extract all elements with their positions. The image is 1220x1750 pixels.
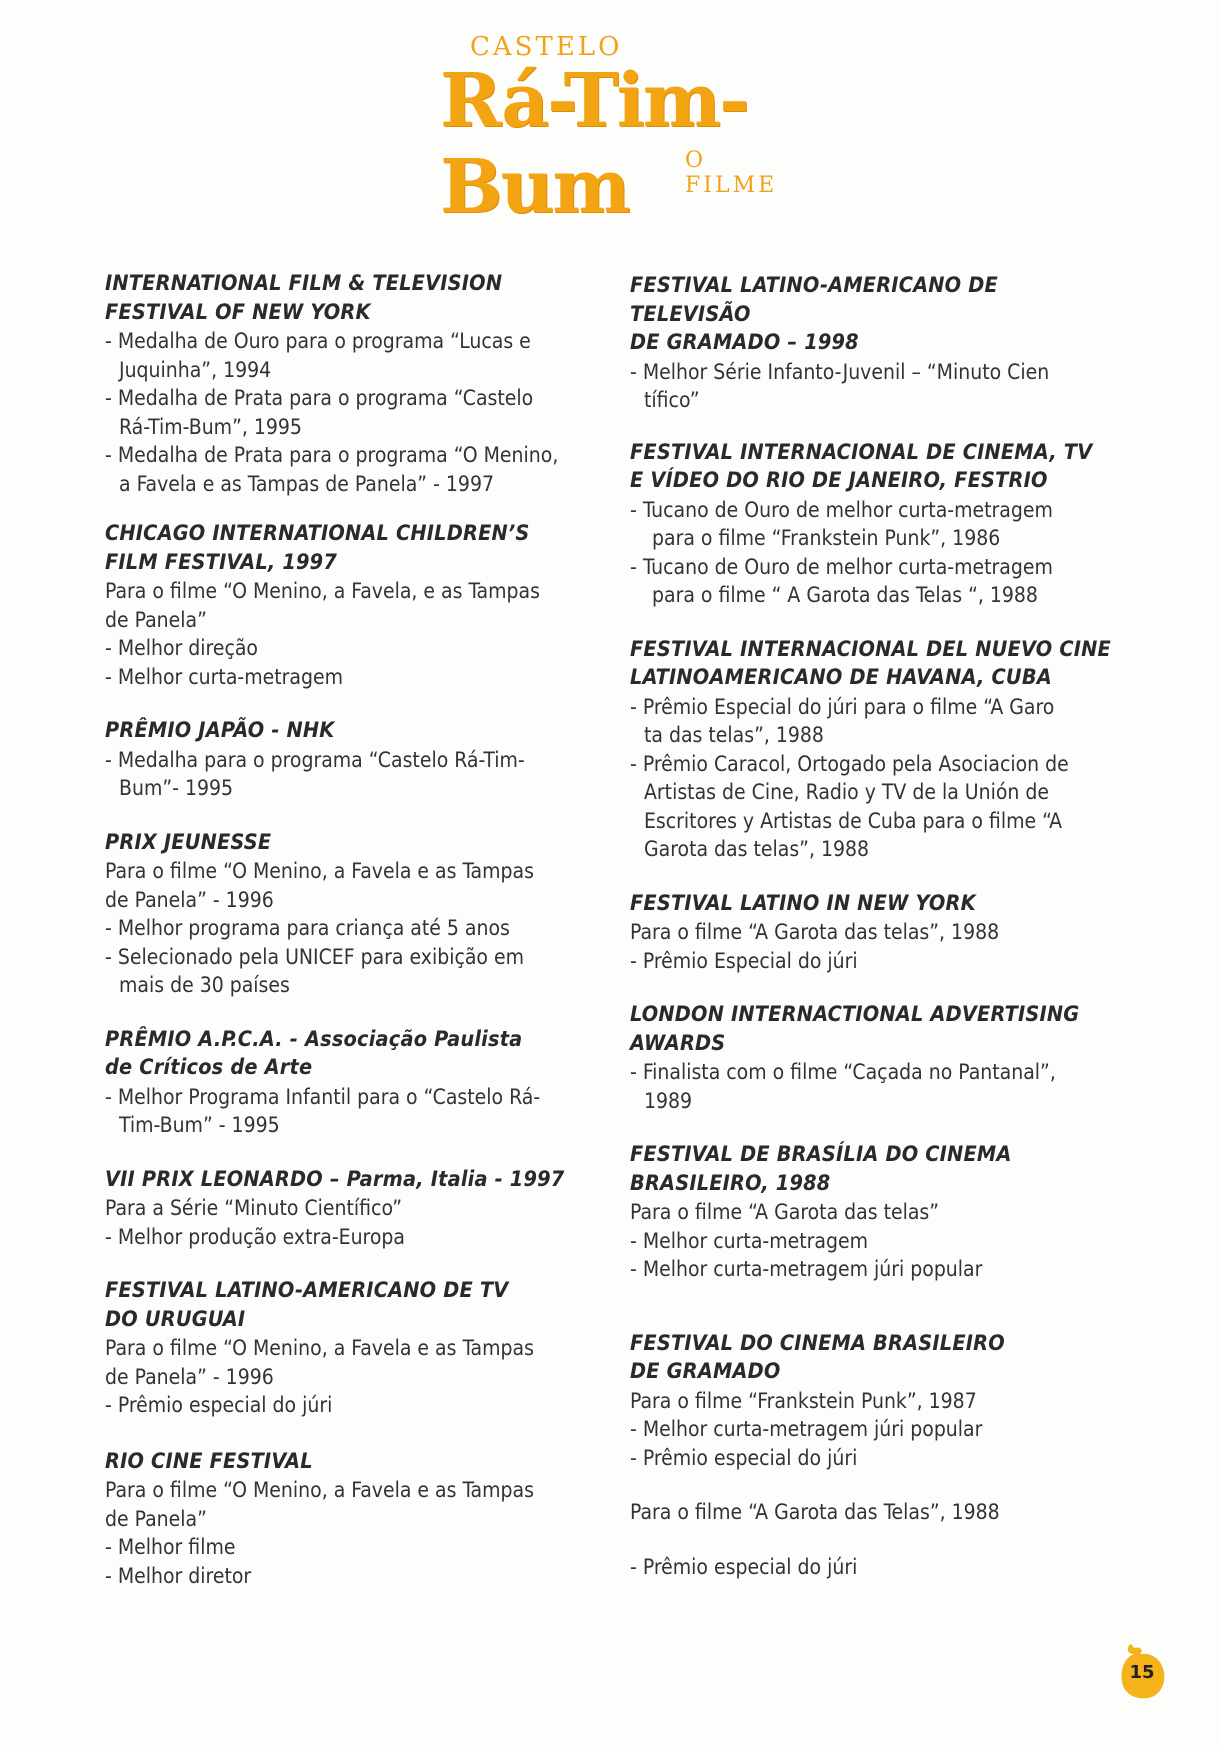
award-title: FESTIVAL INTERNACIONAL DE CINEMA, TV [630, 439, 1093, 465]
right-column [630, 272, 1120, 1581]
award-line: Bum”- 1995 [119, 776, 234, 800]
award-line: Rá-Tim-Bum”, 1995 [119, 414, 302, 439]
award-line: - Tucano de Ouro de melhor curta-metragem [630, 497, 1053, 522]
award-line: a Favela e as Tampas de Panela” - 1997 [119, 471, 494, 496]
award-line: 1989 [644, 1088, 693, 1113]
award-title: VII PRIX LEONARDO – Parma, Italia - 1997 [105, 1166, 565, 1192]
award-line: para o filme “Frankstein Punk”, 1986 [652, 526, 1001, 550]
award-line: - Tucano de Ouro de melhor curta-metragem [630, 554, 1053, 579]
award-line: - Medalha para o programa “Castelo Rá-Tim- [105, 747, 525, 772]
award-section [630, 272, 1120, 415]
award-title: DO URUGUAI [105, 1306, 246, 1332]
award-line: Para o filme “Frankstein Punk”, 1987 [630, 1388, 977, 1413]
award-line: - Melhor direção [105, 636, 258, 660]
award-section [105, 270, 595, 498]
award-line: mais de 30 países [119, 973, 290, 997]
castelo-ra-tim-bum-logo [440, 30, 800, 230]
award-section [630, 1001, 1120, 1115]
award-line: - Finalista com o filme “Caçada no Pantanal”, [630, 1060, 1056, 1084]
award-title: E VÍDEO DO RIO DE JANEIRO, FESTRIO [630, 468, 1048, 493]
award-line: Para o filme “A Garota das telas”, 1988 [630, 920, 1000, 944]
award-line: - Melhor diretor [105, 1563, 252, 1588]
award-title: RIO CINE FESTIVAL [105, 1448, 313, 1474]
award-line: - Melhor curta-metragem júri popular [630, 1417, 983, 1441]
award-line: - Selecionado pela UNICEF para exibição em [105, 944, 524, 969]
award-section [630, 1141, 1120, 1284]
award-line: - Melhor curta-metragem [630, 1228, 869, 1253]
award-line: Artistas de Cine, Radio y TV de la Unión de [644, 780, 1050, 804]
award-line: - Prêmio especial do júri [630, 1445, 858, 1470]
award-section [630, 439, 1120, 610]
award-title: DE GRAMADO – 1998 [630, 330, 859, 355]
award-title: LATINOAMERICANO DE HAVANA, CUBA [630, 665, 1052, 690]
logo-bottom-text: O FILME [685, 148, 778, 198]
award-line: - Melhor Programa Infantil para o “Castelo Rá- [105, 1084, 541, 1109]
logo-main-text: Rá-Tim-Bum [440, 58, 748, 230]
award-line: - Medalha de Ouro para o programa “Lucas e [105, 329, 531, 353]
award-line: - Prêmio especial do júri [105, 1393, 333, 1417]
award-title: PRÊMIO A.P.C.A. - Associação Paulista [105, 1026, 523, 1052]
award-line: - Melhor programa para criança até 5 anos [105, 916, 510, 940]
award-title: LONDON INTERNACTIONAL ADVERTISING [630, 1002, 1080, 1027]
award-line: - Medalha de Prata para o programa “O Menino, [105, 443, 559, 467]
award-line: - Medalha de Prata para o programa “Castelo [105, 386, 534, 410]
award-line: Para o filme “A Garota das Telas”, 1988 [630, 1500, 1000, 1524]
award-title: PRÊMIO JAPÃO - NHK [105, 718, 335, 743]
award-line: - Melhor produção extra-Europa [105, 1224, 405, 1249]
award-section [105, 1166, 595, 1252]
award-line: - Prêmio Especial do júri para o filme “A Garo [630, 694, 1055, 719]
award-section [630, 890, 1120, 976]
award-line: de Panela” [105, 607, 207, 632]
award-line: Juquinha”, 1994 [119, 357, 272, 382]
award-line: ta das telas”, 1988 [644, 723, 824, 747]
page-number: 15 [1129, 1662, 1155, 1683]
award-title: de Críticos de Arte [105, 1055, 313, 1080]
award-line: de Panela” [105, 1506, 207, 1531]
award-title: FESTIVAL LATINO-AMERICANO DE TV [105, 1278, 509, 1303]
award-section [105, 1026, 595, 1140]
award-line: Garota das telas”, 1988 [644, 837, 870, 861]
award-section [630, 636, 1120, 864]
award-section [630, 1498, 1120, 1527]
award-line: Para o filme “O Menino, a Favela e as Tampas [105, 1478, 534, 1502]
award-line: - Melhor Série Infanto-Juvenil – “Minuto Cien [630, 359, 1050, 384]
left-column [105, 270, 595, 1590]
award-section [105, 520, 595, 691]
award-line: - Melhor curta-metragem júri popular [630, 1257, 983, 1281]
award-title: PRIX JEUNESSE [105, 829, 272, 855]
award-line: Para o filme “O Menino, a Favela e as Tampas [105, 1336, 534, 1360]
page-number-badge [1118, 1640, 1166, 1700]
award-line: - Prêmio Especial do júri [630, 948, 858, 973]
award-section [630, 1553, 1120, 1582]
award-title: FESTIVAL LATINO IN NEW YORK [630, 890, 976, 916]
award-title: BRASILEIRO, 1988 [630, 1170, 831, 1196]
award-line: tífico” [644, 388, 700, 412]
award-section [105, 1277, 595, 1420]
award-title: FESTIVAL DE BRASÍLIA DO CINEMA [630, 1142, 1012, 1167]
award-section [630, 1330, 1120, 1473]
award-title: AWARDS [630, 1030, 726, 1056]
award-line: de Panela” - 1996 [105, 1364, 274, 1389]
award-line: - Melhor filme [105, 1535, 236, 1559]
award-section [105, 717, 595, 803]
award-line: - Prêmio especial do júri [630, 1554, 858, 1579]
award-title: CHICAGO INTERNATIONAL CHILDREN’S [105, 521, 530, 546]
award-line: Para a Série “Minuto Científico” [105, 1196, 403, 1220]
award-line: Para o filme “A Garota das telas” [630, 1200, 940, 1224]
award-title: FILM FESTIVAL, 1997 [105, 549, 337, 575]
award-title: INTERNATIONAL FILM & TELEVISION [105, 271, 503, 296]
award-title: FESTIVAL INTERNACIONAL DEL NUEVO CINE [630, 636, 1111, 662]
award-line: Para o filme “O Menino, a Favela e as Tampas [105, 859, 534, 883]
award-line: de Panela” - 1996 [105, 887, 274, 912]
award-line: Para o filme “O Menino, a Favela, e as Tampas [105, 579, 540, 603]
award-line: Escritores y Artistas de Cuba para o filme “A [644, 808, 1063, 833]
award-line: - Melhor curta-metragem [105, 664, 344, 689]
award-title: FESTIVAL LATINO-AMERICANO DE TELEVISÃO [630, 273, 998, 327]
award-section [105, 1448, 595, 1591]
award-title: FESTIVAL OF NEW YORK [105, 299, 371, 325]
award-title: DE GRAMADO [630, 1359, 781, 1384]
award-line: - Prêmio Caracol, Ortogado pela Asociacion de [630, 751, 1069, 776]
logo-top-text: CASTELO [470, 32, 623, 62]
award-title: FESTIVAL DO CINEMA BRASILEIRO [630, 1330, 1005, 1356]
award-line: para o filme “ A Garota das Telas “, 1988 [652, 583, 1038, 607]
award-line: Tim-Bum” - 1995 [119, 1113, 280, 1137]
award-section [105, 829, 595, 1000]
